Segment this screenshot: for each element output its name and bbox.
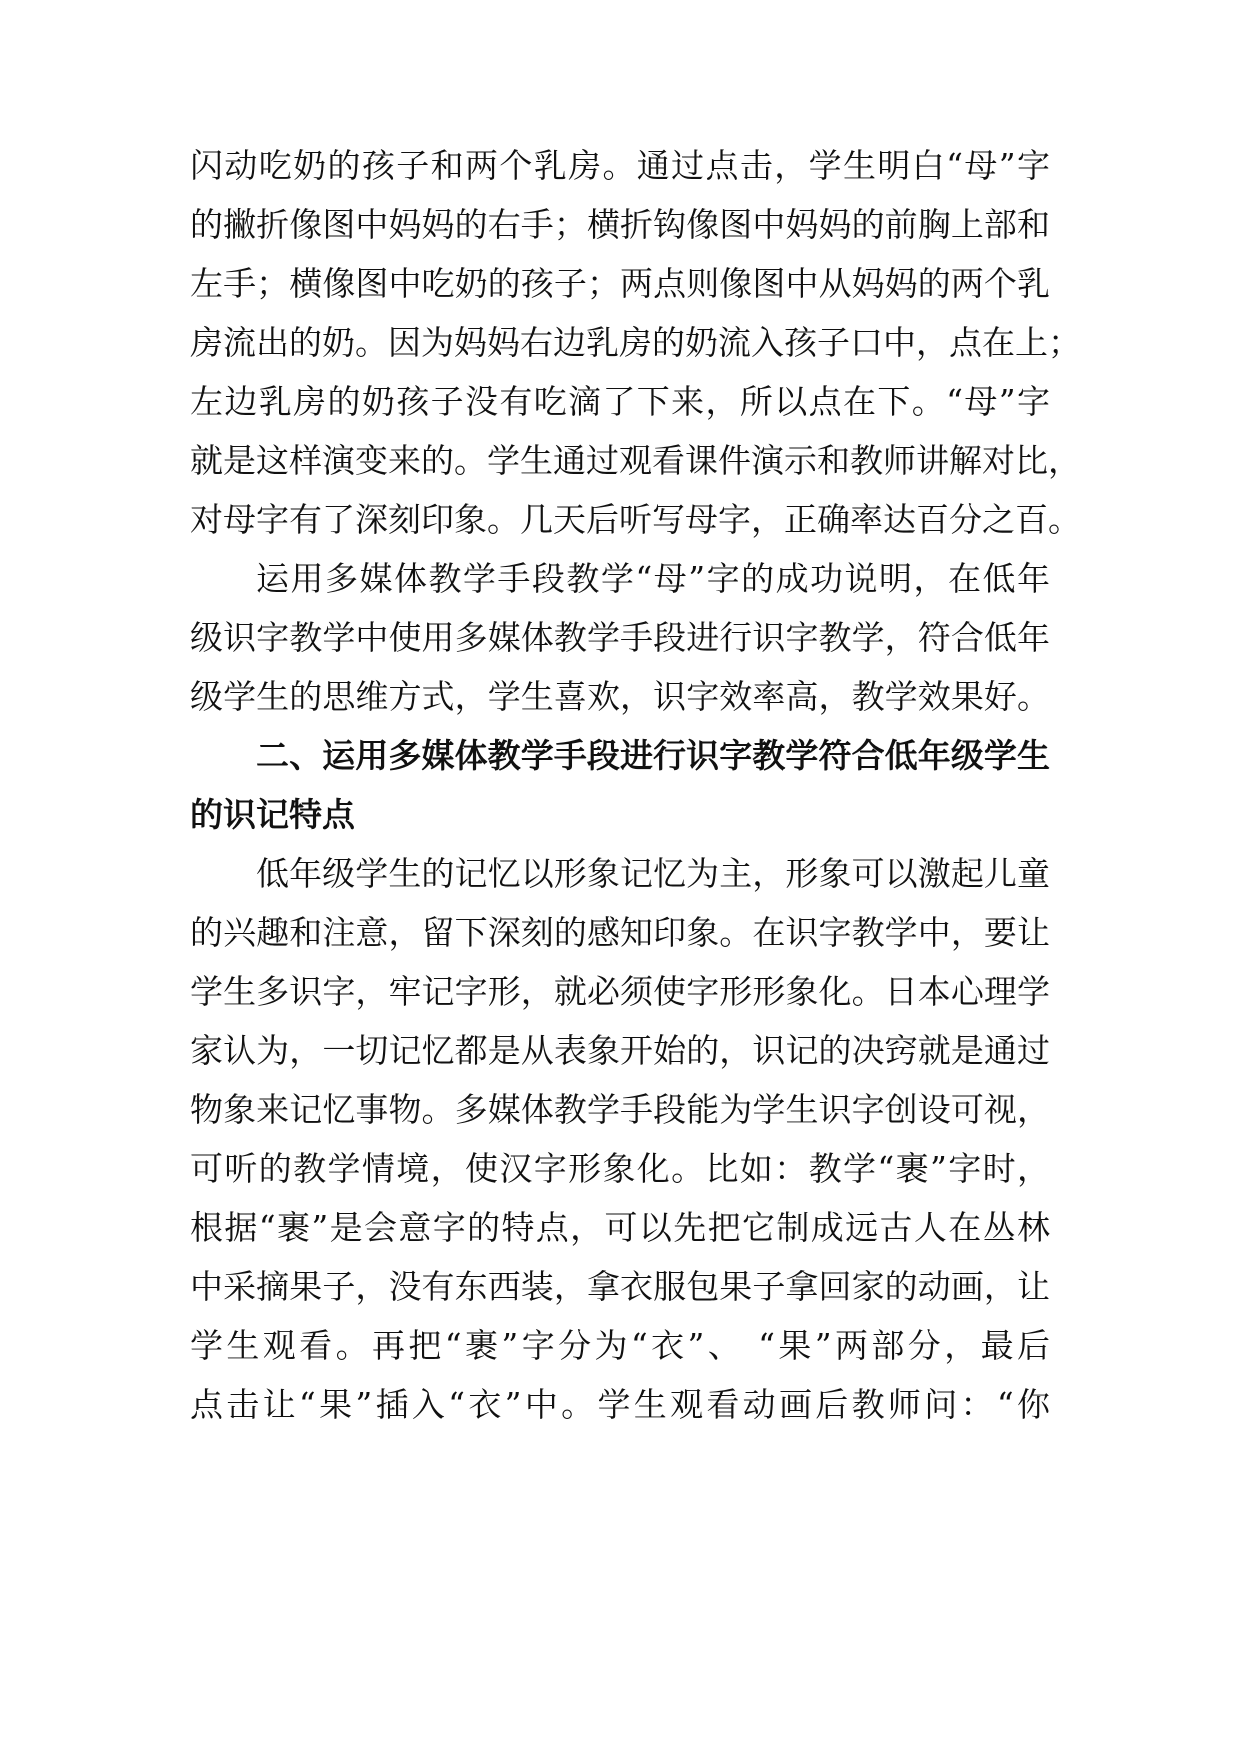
text-line: 房流出的奶。因为妈妈右边乳房的奶流入孩子口中，点在上；: [190, 323, 1081, 362]
text-line: 根据“裹”是会意字的特点，可以先把它制成远古人在丛林: [190, 1208, 1050, 1247]
text-line: 可听的教学情境，使汉字形象化。比如：教学“裹”字时，: [190, 1149, 1050, 1188]
text-line: 家认为，一切记忆都是从表象开始的，识记的决窍就是通过: [190, 1031, 1050, 1070]
text-line: 级学生的思维方式，学生喜欢，识字效率高，教学效果好。: [190, 677, 1050, 716]
text-line: 对母字有了深刻印象。几天后听写母字，正确率达百分之百。: [190, 500, 1081, 539]
text-line: 左手；横像图中吃奶的孩子；两点则像图中从妈妈的两个乳: [190, 264, 1050, 303]
text-line: 点击让“果”插入“衣”中。学生观看动画后教师问：“你: [190, 1385, 1050, 1424]
text-line: 的撇折像图中妈妈的右手；横折钩像图中妈妈的前胸上部和: [190, 205, 1050, 244]
text-line: 中采摘果子，没有东西装，拿衣服包果子拿回家的动画，让: [190, 1267, 1050, 1306]
text-line: 低年级学生的记忆以形象记忆为主，形象可以激起儿童: [256, 854, 1050, 893]
text-line: 的兴趣和注意，留下深刻的感知印象。在识字教学中，要让: [190, 913, 1050, 952]
text-line: 级识字教学中使用多媒体教学手段进行识字教学，符合低年: [190, 618, 1050, 657]
section-heading: 的识记特点: [190, 795, 355, 834]
text-line: 就是这样演变来的。学生通过观看课件演示和教师讲解对比，: [190, 441, 1081, 480]
text-line: 运用多媒体教学手段教学“母”字的成功说明，在低年: [256, 559, 1050, 598]
text-line: 学生多识字，牢记字形，就必须使字形形象化。日本心理学: [190, 972, 1050, 1011]
section-heading: 二、运用多媒体教学手段进行识字教学符合低年级学生: [256, 736, 1050, 775]
text-line: 物象来记忆事物。多媒体教学手段能为学生识字创设可视，: [190, 1090, 1050, 1129]
text-line: 左边乳房的奶孩子没有吃滴了下来，所以点在下。“母”字: [190, 382, 1050, 421]
text-line: 闪动吃奶的孩子和两个乳房。通过点击，学生明白“母”字: [190, 146, 1050, 185]
text-line: 学生观看。再把“裹”字分为“衣”、 “果”两部分，最后: [190, 1326, 1050, 1365]
